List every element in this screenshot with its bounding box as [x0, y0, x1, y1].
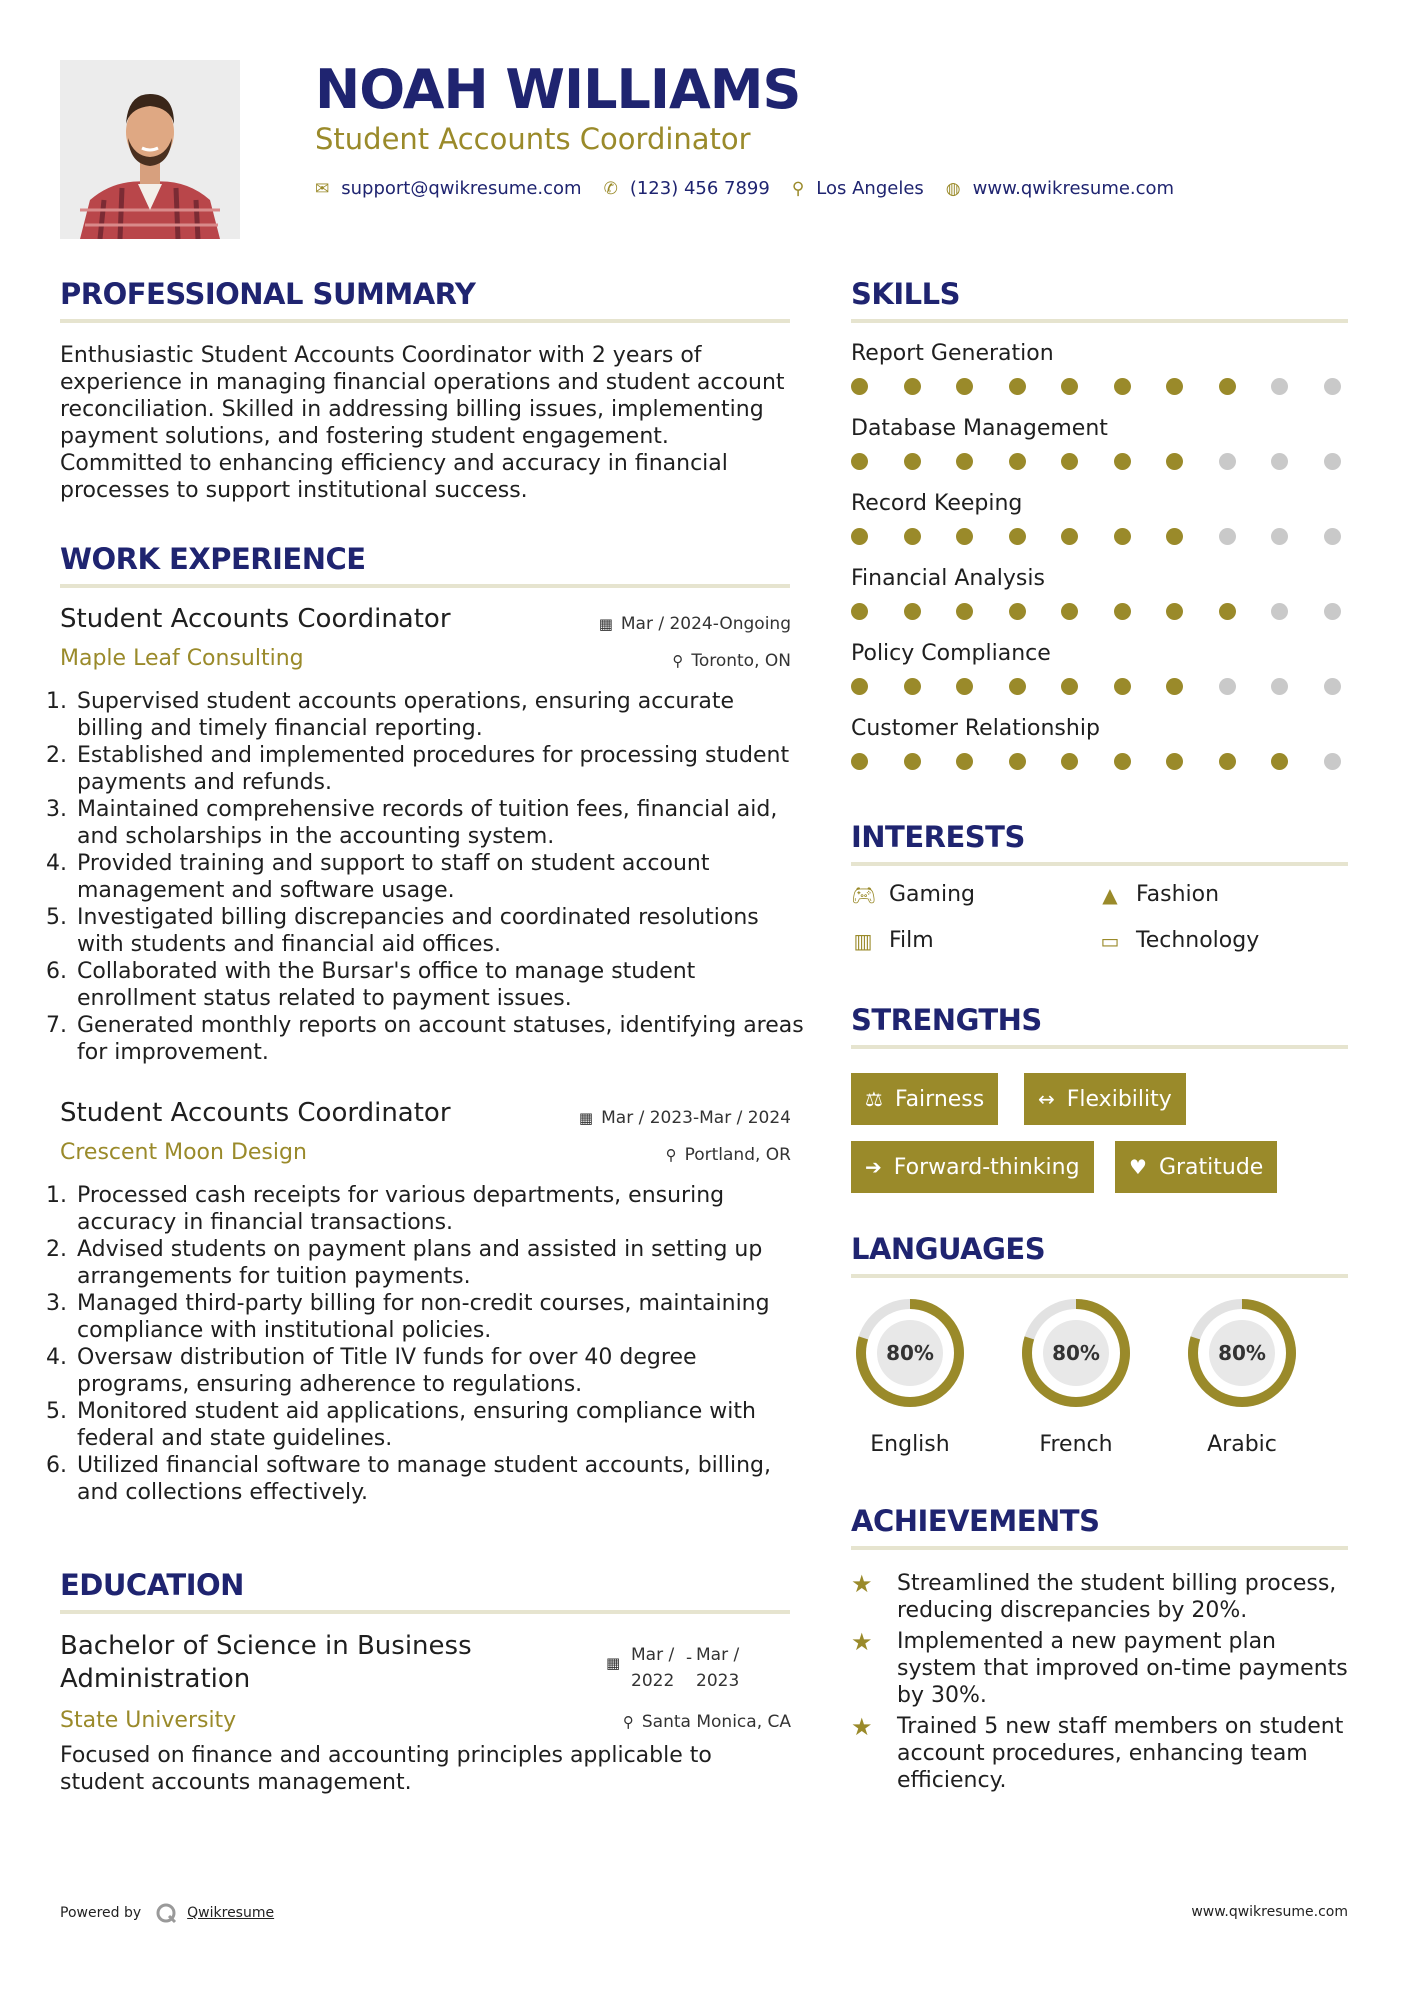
- calendar-icon: ▦: [598, 615, 613, 633]
- interest-label: Film: [889, 928, 934, 953]
- duty-item: 2. Advised students on payment plans and assisted in setting up arrangements for tuition payments.: [74, 1236, 804, 1290]
- rating-dot-empty: [1324, 753, 1341, 770]
- language-name: Arabic: [1207, 1432, 1277, 1457]
- rating-dot-empty: [1271, 603, 1288, 620]
- interest-label: Gaming: [889, 882, 975, 907]
- envelope-icon: ✉: [315, 178, 330, 199]
- languages-divider: [851, 1274, 1348, 1278]
- rating-dot-filled: [1009, 453, 1026, 470]
- rating-dot-filled: [1061, 753, 1078, 770]
- achievement-item: [851, 1570, 1351, 1624]
- contact-location: [792, 178, 924, 199]
- achievement-item: [851, 1628, 1351, 1709]
- contact-bar: [315, 178, 1196, 199]
- qwikresume-logo-icon: [155, 1902, 177, 1924]
- rating-dot-empty: [1219, 453, 1236, 470]
- skill-name: Database Management: [851, 416, 1108, 441]
- rating-dot-filled: [1061, 378, 1078, 395]
- rating-dot-filled: [1114, 378, 1131, 395]
- date-start-month: Mar /: [631, 1645, 675, 1665]
- rating-dot-filled: [1009, 753, 1026, 770]
- skill-row: [851, 566, 1348, 641]
- interests-heading: INTERESTS: [851, 820, 1025, 854]
- skills-list: [851, 341, 1348, 791]
- pin-icon: ⚲: [665, 1146, 677, 1164]
- interest-label: Fashion: [1136, 882, 1220, 907]
- rating-dot-filled: [956, 378, 973, 395]
- duty-list: [55, 688, 804, 1066]
- degree-line-1: Bachelor of Science in Business: [60, 1631, 472, 1661]
- map-marker-icon: ⚲: [791, 178, 805, 199]
- date-end-month: Mar /: [696, 1645, 740, 1665]
- balance-scale-icon: ⚖: [865, 1087, 883, 1111]
- date-end: [696, 1642, 739, 1694]
- calendar-icon: ▦: [606, 1654, 621, 1672]
- duty-item: 5. Monitored student aid applications, ensuring compliance with federal and state guidelines.: [74, 1398, 804, 1452]
- education-location: [623, 1712, 791, 1732]
- duty-item: 3. Managed third-party billing for non-credit courses, maintaining compliance with institutional policies.: [74, 1290, 804, 1344]
- job-entry-1: [60, 604, 804, 1066]
- rating-dot-filled: [904, 378, 921, 395]
- education-divider: [60, 1610, 790, 1614]
- skill-row: [851, 641, 1348, 716]
- strength-chip-fairness: [851, 1073, 998, 1125]
- rating-dot-filled: [1166, 678, 1183, 695]
- rating-dot-empty: [1271, 378, 1288, 395]
- strengths-heading: STRENGTHS: [851, 1003, 1042, 1037]
- rating-dot-filled: [956, 678, 973, 695]
- achievement-text: Trained 5 new staff members on student account procedures, enhancing team efficiency.: [897, 1714, 1344, 1793]
- summary-text: Enthusiastic Student Accounts Coordinator with 2 years of experience in managing financial operations and student account reconciliation. Skilled in addressing billing issues, implementing payment solutions, and fostering student engagement. Committed to enhancing efficiency and accuracy in financial processes to support institutional success.: [60, 343, 785, 503]
- star-icon: ★: [851, 1628, 873, 1656]
- pin-icon: ⚲: [672, 652, 684, 670]
- rating-dot-empty: [1324, 378, 1341, 395]
- duty-item: 1. Processed cash receipts for various departments, ensuring accuracy in financial transactions.: [74, 1182, 804, 1236]
- rating-dot-empty: [1324, 453, 1341, 470]
- rating-dot-filled: [1219, 603, 1236, 620]
- achievement-item: [851, 1713, 1351, 1794]
- rating-dot-empty: [1324, 603, 1341, 620]
- rating-dot-empty: [1271, 528, 1288, 545]
- laptop-icon: ▭: [1100, 928, 1120, 953]
- duty-item: 7. Generated monthly reports on account statuses, identifying areas for improvement.: [74, 1012, 804, 1066]
- education-location-text: Santa Monica, CA: [641, 1712, 791, 1732]
- rating-dot-filled: [851, 603, 868, 620]
- skill-row: [851, 341, 1348, 416]
- duty-item: 1. Supervised student accounts operations, ensuring accurate billing and timely financial reporting.: [74, 688, 804, 742]
- duty-item: 6. Utilized financial software to manage student accounts, billing, and collections effectively.: [74, 1452, 804, 1506]
- degree-title: [60, 1630, 472, 1696]
- phone-text: (123) 456 7899: [629, 178, 770, 199]
- summary-divider: [60, 319, 790, 323]
- experience-divider: [60, 584, 790, 588]
- date-start-year: 2022: [631, 1671, 675, 1691]
- brand-link[interactable]: Qwikresume: [187, 1905, 275, 1921]
- strength-chip-flexibility: [1024, 1073, 1186, 1125]
- contact-email[interactable]: [315, 178, 582, 199]
- interest-label: Technology: [1136, 928, 1260, 953]
- candidate-title: Student Accounts Coordinator: [315, 122, 751, 156]
- job-location-text: Toronto, ON: [691, 651, 791, 671]
- rating-dot-filled: [1114, 528, 1131, 545]
- heart-icon: ♥: [1129, 1155, 1147, 1179]
- shopping-bag-icon: ▲: [1102, 882, 1118, 907]
- skill-row: [851, 416, 1348, 491]
- language-percent: 80%: [886, 1341, 934, 1365]
- language-ring: [840, 1292, 980, 1422]
- calendar-icon: ▦: [578, 1109, 594, 1127]
- rating-dot-filled: [956, 753, 973, 770]
- skill-rating: [851, 453, 1341, 470]
- rating-dot-filled: [1114, 753, 1131, 770]
- phone-icon: ✆: [603, 178, 618, 199]
- rating-dot-empty: [1219, 678, 1236, 695]
- duty-list: [55, 1182, 804, 1506]
- rating-dot-filled: [956, 453, 973, 470]
- language-item: [1172, 1292, 1312, 1457]
- contact-phone[interactable]: [604, 178, 770, 199]
- location-text: Los Angeles: [816, 178, 924, 199]
- language-percent: 80%: [1052, 1341, 1100, 1365]
- skill-name: Financial Analysis: [851, 566, 1045, 591]
- footer-website[interactable]: www.qwikresume.com: [1191, 1904, 1348, 1920]
- star-icon: ★: [851, 1713, 873, 1741]
- skill-name: Report Generation: [851, 341, 1054, 366]
- rating-dot-empty: [1324, 528, 1341, 545]
- language-name: English: [870, 1432, 950, 1457]
- job-entry-2: [60, 1098, 791, 1506]
- rating-dot-filled: [851, 678, 868, 695]
- rating-dot-filled: [851, 753, 868, 770]
- strength-label: Forward-thinking: [893, 1154, 1080, 1180]
- rating-dot-filled: [956, 528, 973, 545]
- rating-dot-filled: [904, 753, 921, 770]
- date-end-year: 2023: [696, 1671, 740, 1691]
- company-name: Maple Leaf Consulting: [60, 646, 304, 671]
- languages-heading: LANGUAGES: [851, 1232, 1046, 1266]
- skill-row: [851, 716, 1348, 791]
- interest-gaming: [851, 882, 975, 907]
- rating-dot-filled: [1009, 603, 1026, 620]
- job-location-text: Portland, OR: [684, 1145, 791, 1165]
- achievements-divider: [851, 1546, 1348, 1550]
- footer-powered-by: [60, 1902, 274, 1924]
- arrow-right-icon: ➔: [865, 1155, 882, 1179]
- rating-dot-filled: [851, 453, 868, 470]
- duty-item: 2. Established and implemented procedures for processing student payments and refunds.: [74, 742, 804, 796]
- company-name: Crescent Moon Design: [60, 1140, 307, 1165]
- contact-website[interactable]: [946, 178, 1174, 199]
- strength-label: Gratitude: [1158, 1154, 1264, 1180]
- skills-divider: [851, 319, 1348, 323]
- duty-item: 4. Oversaw distribution of Title IV funds for over 40 degree programs, ensuring adherence to regulations.: [74, 1344, 804, 1398]
- rating-dot-filled: [1114, 603, 1131, 620]
- achievement-text: Streamlined the student billing process, reducing discrepancies by 20%.: [897, 1571, 1337, 1623]
- skill-name: Record Keeping: [851, 491, 1023, 516]
- rating-dot-filled: [1061, 453, 1078, 470]
- job-title: Student Accounts Coordinator: [60, 604, 451, 634]
- rating-dot-filled: [1061, 603, 1078, 620]
- strength-label: Flexibility: [1066, 1086, 1172, 1112]
- skill-rating: [851, 678, 1341, 695]
- job-date: [599, 614, 791, 634]
- skill-name: Policy Compliance: [851, 641, 1051, 666]
- rating-dot-filled: [904, 603, 921, 620]
- rating-dot-filled: [1166, 378, 1183, 395]
- strength-chip-gratitude: [1115, 1141, 1277, 1193]
- skill-name: Customer Relationship: [851, 716, 1100, 741]
- rating-dot-empty: [1324, 678, 1341, 695]
- rating-dot-filled: [1166, 603, 1183, 620]
- rating-dot-filled: [1166, 528, 1183, 545]
- degree-line-2: Administration: [60, 1664, 251, 1694]
- strengths-divider: [851, 1045, 1348, 1049]
- rating-dot-filled: [1009, 378, 1026, 395]
- pin-icon: ⚲: [622, 1713, 634, 1731]
- rating-dot-filled: [904, 453, 921, 470]
- rating-dot-empty: [1219, 528, 1236, 545]
- duty-item: 6. Collaborated with the Bursar's office to manage student enrollment status related to payment issues.: [74, 958, 804, 1012]
- job-date: [579, 1108, 791, 1128]
- achievements-heading: ACHIEVEMENTS: [851, 1504, 1100, 1538]
- date-separator: -: [686, 1648, 693, 1668]
- job-date-text: Mar / 2023-Mar / 2024: [601, 1108, 791, 1128]
- strength-chip-forward-thinking: [851, 1141, 1094, 1193]
- rating-dot-empty: [1271, 453, 1288, 470]
- star-icon: ★: [851, 1570, 873, 1598]
- interest-technology: [1098, 928, 1259, 953]
- rating-dot-filled: [1009, 528, 1026, 545]
- rating-dot-filled: [1166, 753, 1183, 770]
- summary-heading: PROFESSIONAL SUMMARY: [60, 277, 476, 311]
- film-icon: ▥: [853, 928, 873, 953]
- arrows-horizontal-icon: ↔: [1038, 1087, 1055, 1111]
- job-location: [672, 651, 791, 671]
- email-text: support@qwikresume.com: [341, 178, 582, 199]
- duty-item: 5. Investigated billing discrepancies and coordinated resolutions with students and financial aid offices.: [74, 904, 804, 958]
- website-text: www.qwikresume.com: [972, 178, 1175, 199]
- language-item: [840, 1292, 980, 1457]
- globe-icon: ◍: [945, 178, 961, 199]
- powered-by-text: Powered by: [60, 1905, 142, 1921]
- education-description: Focused on finance and accounting principles applicable to student accounts management.: [60, 1743, 712, 1795]
- skill-rating: [851, 378, 1341, 395]
- rating-dot-filled: [956, 603, 973, 620]
- school-name: State University: [60, 1708, 237, 1733]
- education-entry: [60, 1630, 791, 1830]
- experience-heading: WORK EXPERIENCE: [60, 542, 366, 576]
- job-title: Student Accounts Coordinator: [60, 1098, 451, 1128]
- interest-film: [851, 928, 934, 953]
- rating-dot-filled: [1009, 678, 1026, 695]
- rating-dot-filled: [904, 528, 921, 545]
- rating-dot-filled: [1114, 453, 1131, 470]
- rating-dot-filled: [851, 528, 868, 545]
- rating-dot-filled: [1114, 678, 1131, 695]
- rating-dot-filled: [1061, 528, 1078, 545]
- education-heading: EDUCATION: [60, 1568, 244, 1602]
- strength-label: Fairness: [894, 1086, 985, 1112]
- candidate-name: NOAH WILLIAMS: [315, 58, 801, 121]
- rating-dot-filled: [1271, 753, 1288, 770]
- job-location: [666, 1145, 791, 1165]
- rating-dot-filled: [851, 378, 868, 395]
- interests-divider: [851, 862, 1348, 866]
- gamepad-icon: 🎮︎: [851, 882, 877, 907]
- language-percent: 80%: [1218, 1341, 1266, 1365]
- rating-dot-filled: [1061, 678, 1078, 695]
- achievements-list: [851, 1570, 1351, 1794]
- profile-photo: [60, 60, 240, 239]
- rating-dot-filled: [904, 678, 921, 695]
- skills-heading: SKILLS: [851, 277, 960, 311]
- language-item: [1006, 1292, 1146, 1457]
- rating-dot-filled: [1166, 453, 1183, 470]
- language-ring: [1172, 1292, 1312, 1422]
- skill-rating: [851, 528, 1341, 545]
- interest-fashion: [1098, 882, 1219, 907]
- duty-item: 3. Maintained comprehensive records of tuition fees, financial aid, and scholarships in the accounting system.: [74, 796, 804, 850]
- job-date-text: Mar / 2024-Ongoing: [620, 614, 791, 634]
- duty-item: 4. Provided training and support to staff on student account management and software usage.: [74, 850, 804, 904]
- languages-list: [840, 1292, 1360, 1462]
- rating-dot-filled: [1219, 378, 1236, 395]
- rating-dot-filled: [1219, 753, 1236, 770]
- language-name: French: [1039, 1432, 1113, 1457]
- date-start: [631, 1642, 674, 1694]
- skill-rating: [851, 753, 1341, 770]
- language-ring: [1006, 1292, 1146, 1422]
- achievement-text: Implemented a new payment plan system that improved on-time payments by 30%.: [897, 1629, 1348, 1708]
- rating-dot-empty: [1271, 678, 1288, 695]
- skill-row: [851, 491, 1348, 566]
- skill-rating: [851, 603, 1341, 620]
